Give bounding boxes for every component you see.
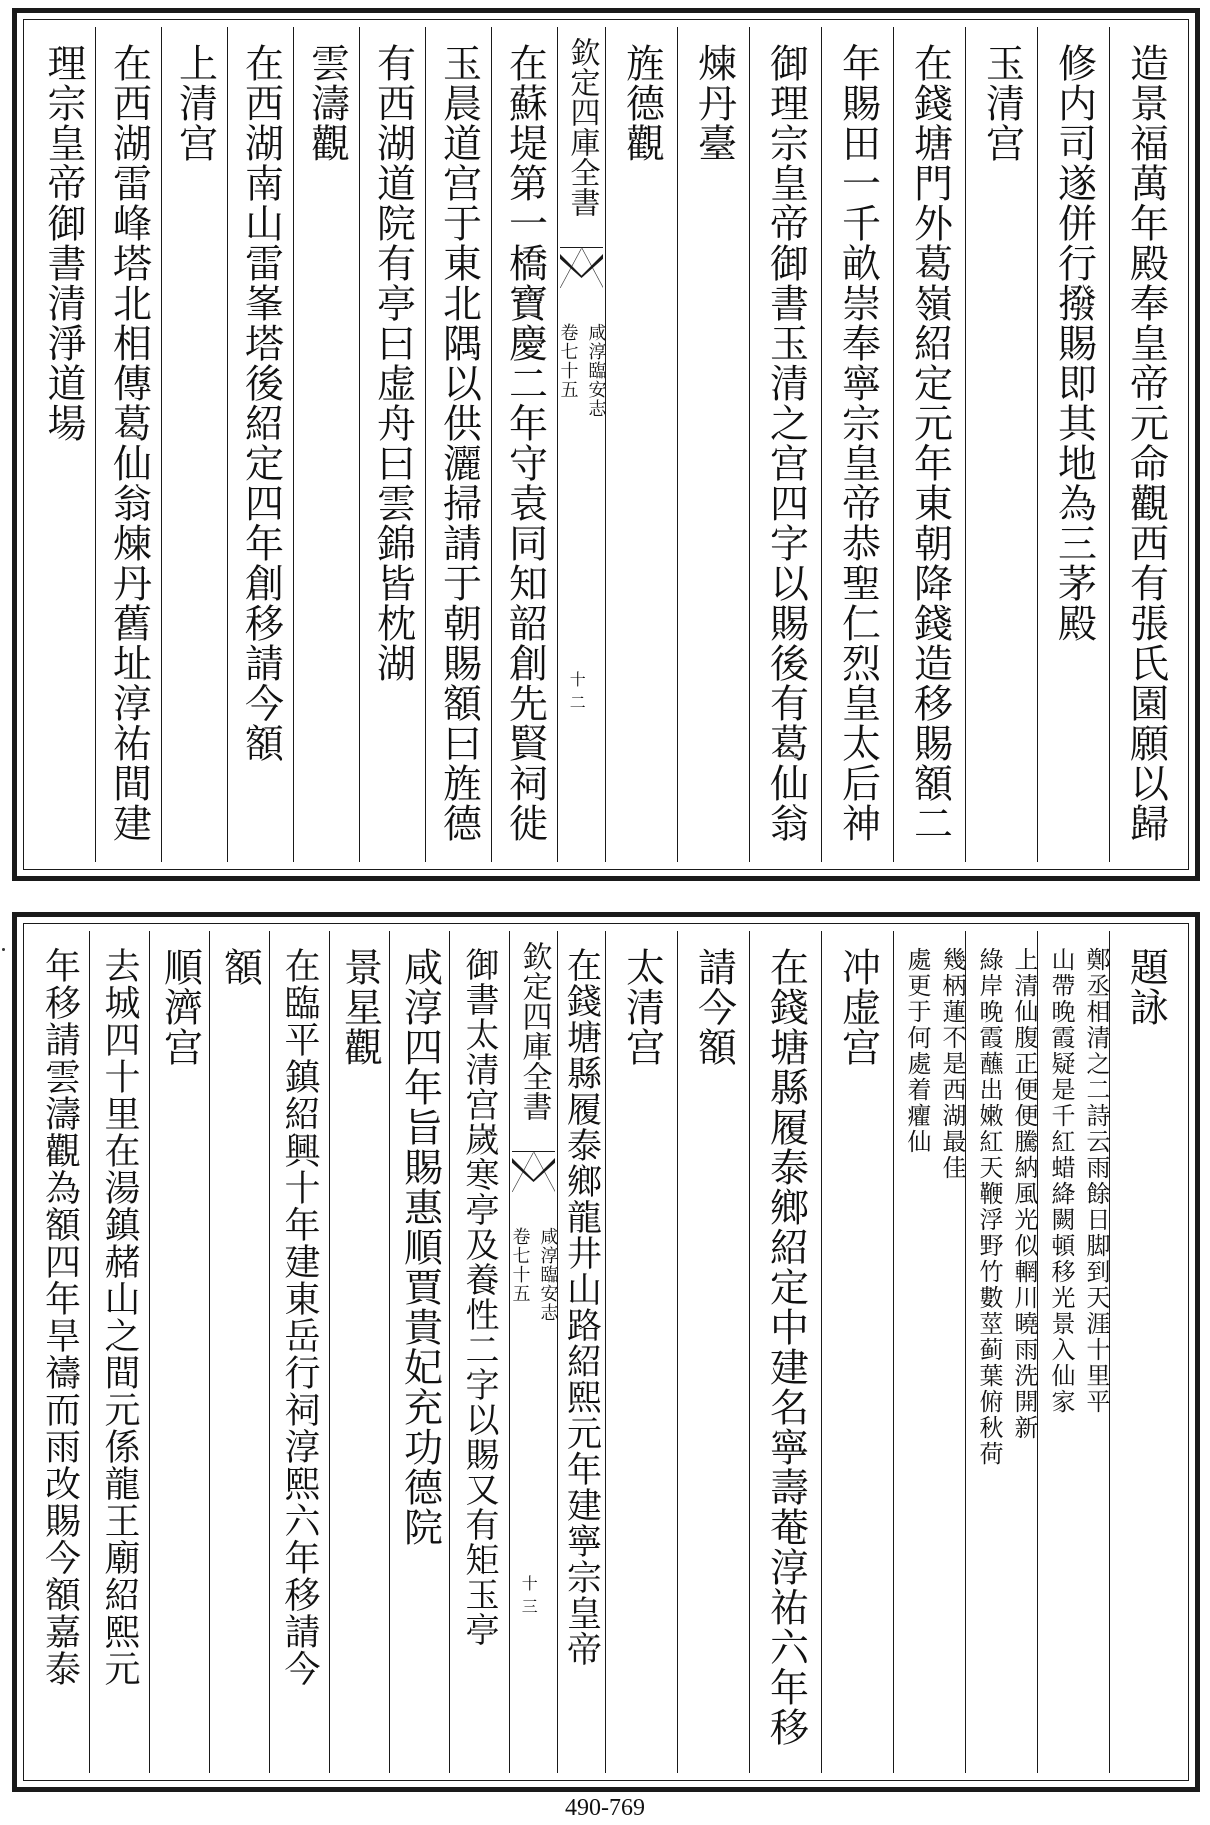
section-heading: 旌德觀 [619,43,665,163]
column-text: 御書太清宫嵗寒亭及養性二字以賜又有矩玉亭 [459,947,499,1647]
center-book: 咸淳臨安志 [537,1227,559,1322]
text-column [677,931,749,1773]
center-book: 咸淳臨安志 [585,323,607,418]
page-number: 490-769 [565,1795,645,1821]
text-column [749,27,821,862]
center-fold [509,931,557,1773]
center-juan: 卷七十五 [509,1227,531,1303]
column-text: 請今額 [691,947,737,1067]
center-juan: 卷七十五 [557,323,579,399]
center-fold [557,27,605,862]
center-leaf-number: 十三 [521,1574,538,1616]
text-column [749,931,821,1773]
center-title: 欽定四庫全書 [564,37,600,217]
bottom-page-columns [31,931,1181,1773]
fishtail-mark [560,247,603,288]
text-column [293,27,359,862]
text-column [965,27,1037,862]
poem-lines [972,947,1038,1767]
top-page-columns [31,27,1181,862]
text-column [389,931,449,1773]
column-text: 在錢塘縣履泰鄉龍井山路紹熙元年建寧宗皇帝 [561,947,602,1667]
text-column [449,931,509,1773]
margin-dot [2,948,5,951]
column-text: 御理宗皇帝御書玉清之宫四字以賜後有葛仙翁 [763,43,809,843]
center-book-info [510,1227,557,1407]
column-text: 在臨平鎮紹興十年建東岳行祠淳熙六年移請今 [279,947,320,1687]
section-heading: 玉清宫 [979,43,1025,163]
text-column [227,27,293,862]
section-heading: 雲濤觀 [304,43,350,163]
column-text: 咸淳四年旨賜惠順賈貴妃充功德院 [397,947,443,1547]
column-text: 在錢塘門外葛嶺紹定元年東朝降錢造移賜額二 [907,43,953,843]
text-column [161,27,227,862]
column-text: 在西湖南山雷峯塔後紹定四年創移請今額 [238,43,284,763]
text-column [605,27,677,862]
text-column [329,931,389,1773]
text-column [1109,27,1181,862]
poem-line: 幾柄蓮不是西湖最佳 [938,947,966,1181]
column-text: 理宗皇帝御書清淨道場 [41,43,86,443]
column-text: 額 [217,947,263,987]
poem-line: 山帶晚霞疑是千紅蜡絳闕頓移光景入仙家 [1047,947,1075,1415]
poem-column [965,931,1037,1773]
text-column [31,27,95,862]
center-book-info [558,323,605,503]
text-column [269,931,329,1773]
text-column [677,27,749,862]
poem-column [1037,931,1109,1773]
text-column [1109,931,1181,1773]
poem-line: 上清仙腹正便便騰納風光似輞川曉雨洗開新 [1010,947,1038,1441]
section-heading: 題詠 [1123,947,1169,1027]
column-text: 在西湖雷峰塔北相傳葛仙翁煉丹舊址淳祐間建 [106,43,152,843]
column-text: 造景福萬年殿奉皇帝元命觀西有張氏園願以歸 [1123,43,1169,843]
column-text: 修内司遂併行撥賜即其地為三茅殿 [1051,43,1097,643]
column-text: 有西湖道院有亭曰虚舟曰雲錦皆枕湖 [370,43,416,683]
text-column [425,27,491,862]
text-column [149,931,209,1773]
text-column [359,27,425,862]
text-column [95,27,161,862]
column-text: 年移請雲濤觀為額四年旱禱而雨改賜今額嘉泰 [39,947,81,1687]
text-column [209,931,269,1773]
text-column [31,931,89,1773]
center-leaf-number: 十二 [569,670,586,712]
section-heading: 順濟宫 [157,947,203,1067]
poem-line: 綠岸晚霞蘸出嫩紅天鞭浮野竹數莖蓟葉俯秋荷 [975,947,1003,1467]
poem-line: 處更于何處着癯仙 [903,947,931,1155]
text-column [491,27,557,862]
poem-lines [900,947,966,1767]
bottom-page [12,912,1200,1792]
center-title: 欽定四庫全書 [516,941,552,1121]
text-column [821,931,893,1773]
fishtail-mark [512,1151,555,1192]
column-text: 玉晨道宫于東北隅以供灑掃請于朝賜額曰旌德 [436,43,482,843]
section-heading: 太清宫 [619,947,665,1067]
text-column [821,27,893,862]
column-text: 年賜田一千畝崇奉寧宗皇帝恭聖仁烈皇太后神 [835,43,881,843]
text-column [605,931,677,1773]
top-page [12,8,1200,881]
text-column [557,931,605,1773]
text-column [893,27,965,862]
column-text: 煉丹臺 [691,43,737,163]
section-heading: 上清宫 [172,43,218,163]
poem-line: 鄭丞相清之二詩云雨餘日脚到天涯十里平 [1082,947,1110,1415]
section-heading: 景星觀 [337,947,383,1067]
section-heading: 冲虚宫 [835,947,881,1067]
text-column [89,931,149,1773]
column-text: 去城四十里在湯鎮赭山之間元係龍王廟紹熙元 [99,947,140,1687]
poem-lines [1044,947,1110,1767]
column-text: 在錢塘縣履泰鄉紹定中建名寧壽菴淳祐六年移 [763,947,809,1747]
poem-column [893,931,965,1773]
text-column [1037,27,1109,862]
column-text: 在蘇堤第一橋寶慶二年守袁同知韶創先賢祠徙 [502,43,548,843]
